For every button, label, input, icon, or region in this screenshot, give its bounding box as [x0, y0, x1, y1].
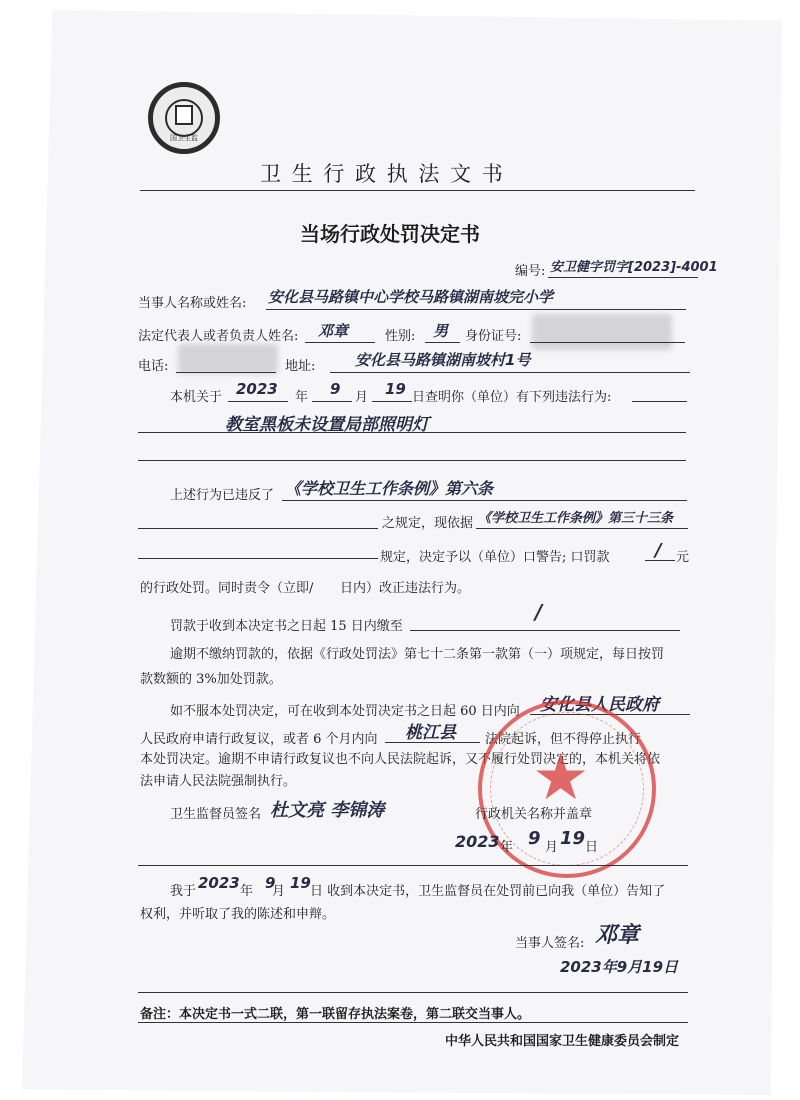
document-title: 当场行政处罚决定书 [300, 222, 480, 246]
payment-line1: 罚款于收到本决定书之日起 15 日内缴至 [170, 619, 403, 634]
party-name-value: 安化县马路镇中心学校马路镇湖南坡完小学 [268, 288, 554, 306]
phone-redacted [178, 344, 278, 374]
emblem-caption: 国卫生监 [170, 134, 198, 142]
inspector-signature: 杜文亮 李锦涛 [270, 800, 385, 821]
finding-month-label: 月 [355, 390, 369, 405]
party-sign-label: 当事人签名: [515, 936, 585, 951]
agency-seal-label: 行政机关名称并盖章 [475, 807, 593, 822]
inspector-sign-label: 卫生监督员签名 [170, 807, 262, 822]
address-value: 安化县马路镇湖南坡村1号 [355, 351, 531, 369]
agency-day: 19 [560, 828, 586, 849]
appeal-line4: 法申请人民法院强制执行。 [140, 774, 297, 789]
party-signature: 邓章 [595, 923, 640, 948]
order-end-text: 日内）改正违法行为。 [340, 581, 471, 596]
representative-value: 邓章 [318, 322, 349, 340]
agency-day-label: 日 [585, 840, 599, 855]
id-number-redacted [532, 314, 672, 350]
payment-line3: 款数额的 3%加处罚款。 [140, 672, 282, 687]
finding-month: 9 [330, 380, 341, 398]
party-name-label: 当事人名称或姓名: [138, 296, 247, 311]
basis-prefix: 之规定，现依据 [382, 516, 474, 531]
seal-star-icon: ★ [532, 741, 590, 815]
violated-prefix: 上述行为已违反了 [170, 488, 275, 503]
agency-month: 9 [528, 828, 541, 849]
appeal-court: 桃江县 [405, 723, 456, 743]
agency-month-label: 月 [545, 840, 559, 855]
finding-prefix: 本机关于 [170, 390, 223, 405]
appeal-line2b: 法院起诉，但不得停止执行 [485, 732, 642, 747]
remarks-note: 备注：本决定书一式二联，第一联留存执法案卷，第二联交当事人。 [140, 1007, 531, 1022]
appeal-government: 安化县人民政府 [540, 695, 659, 715]
finding-year-label: 年 [295, 390, 309, 405]
number-label: 编号: [515, 264, 546, 279]
basis-regulation: 《学校卫生工作条例》第三十三条 [478, 511, 674, 526]
representative-label: 法定代表人或者负责人姓名: [138, 329, 299, 344]
finding-day: 19 [385, 380, 406, 398]
receipt-prefix: 我于 [170, 884, 197, 899]
fine-amount: / [655, 540, 662, 561]
order-text: 的行政处罚。同时责令（立即/ [140, 581, 314, 596]
address-label: 地址: [285, 359, 316, 374]
appeal-line3: 本处罚决定。逾期不申请行政复议也不向人民法院起诉，又不履行处罚决定的，本机关将依 [140, 752, 661, 767]
gender-label: 性别: [385, 329, 416, 344]
gender-value: 男 [433, 322, 449, 340]
receipt-day: 19 [290, 874, 311, 892]
document-series: 卫 生 行 政 执 法 文 书 [260, 162, 505, 186]
id-number-label: 身份证号: [465, 329, 522, 344]
payment-line2: 逾期不缴纳罚款的，依据《行政处罚法》第七十二条第一款第（一）项规定，每日按罚 [170, 647, 665, 662]
violation-description: 教室黑板未设置局部照明灯 [225, 415, 429, 435]
payment-account: / [535, 600, 543, 624]
header-rule [140, 190, 695, 191]
appeal-line1: 如不服本处罚决定，可在收到本处罚决定书之日起 60 日内向 [170, 704, 520, 719]
number-value: 安卫健字罚字[2023]-4001 [550, 260, 718, 275]
receipt-text: 日 收到本决定书，卫生监督员在处罚前已向我（单位）告知了 [310, 884, 666, 899]
phone-label: 电话: [138, 359, 169, 374]
appeal-line2a: 人民政府申请行政复议，或者 6 个月内向 [140, 732, 378, 747]
violated-regulation: 《学校卫生工作条例》第六条 [285, 479, 494, 498]
decision-text: 规定，决定予以（单位）口警告; 口罚款 [380, 550, 610, 565]
finding-year: 2023 [236, 380, 278, 398]
receipt-year: 2023 [198, 874, 240, 892]
party-sign-date: 2023年9月19日 [560, 958, 679, 976]
agency-year: 2023 [455, 832, 500, 851]
receipt-month: 9 [265, 874, 276, 892]
finding-text: 日查明你（单位）有下列违法行为: [412, 390, 612, 405]
receipt-line2: 权利，并听取了我的陈述和申辩。 [140, 907, 336, 922]
health-emblem-logo [148, 82, 220, 154]
yuan-label: 元 [676, 550, 690, 565]
issuer-footer: 中华人民共和国国家卫生健康委员会制定 [445, 1034, 680, 1049]
receipt-month-label: 月 [272, 884, 286, 899]
receipt-year-label: 年 [240, 884, 254, 899]
agency-year-label: 年 [500, 840, 514, 855]
